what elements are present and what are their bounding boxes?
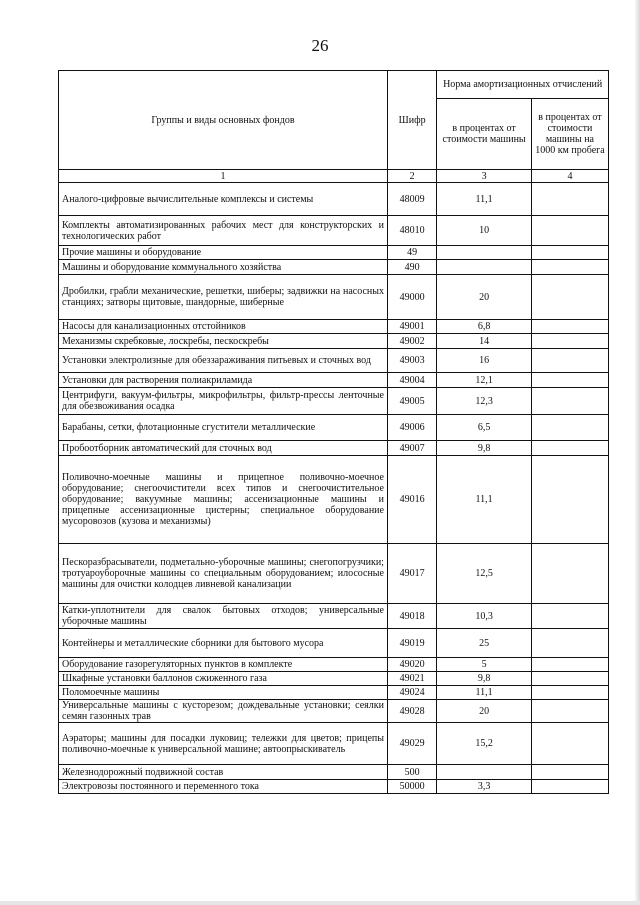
scan-edge	[634, 0, 640, 905]
row-code: 49003	[387, 349, 436, 373]
row-percent-per-1000km	[531, 604, 608, 629]
row-code: 49021	[387, 672, 436, 686]
row-percent-per-1000km	[531, 456, 608, 544]
row-code: 49004	[387, 373, 436, 388]
row-name: Центрифуги, вакуум-фильтры, микрофильтры, фильтр-прессы ленточные для обезвоживания осадка	[59, 388, 388, 415]
row-name: Электровозы постоянного и переменного тока	[59, 780, 388, 794]
row-percent-per-1000km	[531, 275, 608, 320]
row-name: Шкафные установки баллонов сжиженного газа	[59, 672, 388, 686]
table-row	[59, 544, 609, 604]
row-percent-cost: 10	[437, 216, 532, 246]
row-code: 49018	[387, 604, 436, 629]
table-row	[59, 216, 609, 246]
table-row	[59, 686, 609, 700]
table-row	[59, 700, 609, 723]
table-row	[59, 441, 609, 456]
table-row	[59, 320, 609, 334]
table-row	[59, 275, 609, 320]
row-percent-cost: 11,1	[437, 686, 532, 700]
row-code: 49001	[387, 320, 436, 334]
row-percent-cost: 6,8	[437, 320, 532, 334]
row-name: Барабаны, сетки, флотационные сгустители металлические	[59, 415, 388, 441]
row-code: 49002	[387, 334, 436, 349]
header-norm: Норма амортизационных отчислений	[437, 71, 609, 99]
row-name: Комплекты автоматизированных рабочих мест для конструкторских и технологических работ	[59, 216, 388, 246]
table-row	[59, 388, 609, 415]
table-row	[59, 780, 609, 794]
row-code: 49007	[387, 441, 436, 456]
row-percent-per-1000km	[531, 246, 608, 260]
row-percent-cost: 10,3	[437, 604, 532, 629]
row-code: 49020	[387, 658, 436, 672]
row-name: Универсальные машины с кусторезом; дождевальные установки; сеялки семян газонных трав	[59, 700, 388, 723]
row-percent-cost: 12,5	[437, 544, 532, 604]
row-percent-cost: 11,1	[437, 456, 532, 544]
row-percent-per-1000km	[531, 658, 608, 672]
table-row	[59, 183, 609, 216]
row-name: Катки-уплотнители для свалок бытовых отходов; универсальные уборочные машины	[59, 604, 388, 629]
row-code: 48009	[387, 183, 436, 216]
depreciation-table	[58, 70, 609, 794]
row-percent-per-1000km	[531, 441, 608, 456]
row-percent-cost: 25	[437, 629, 532, 658]
row-code: 49	[387, 246, 436, 260]
row-name: Механизмы скребковые, лоскребы, пескоскребы	[59, 334, 388, 349]
row-name: Аналого-цифровые вычислительные комплексы и системы	[59, 183, 388, 216]
column-number: 3	[437, 170, 532, 183]
row-code: 49000	[387, 275, 436, 320]
row-percent-per-1000km	[531, 686, 608, 700]
row-percent-per-1000km	[531, 780, 608, 794]
row-percent-per-1000km	[531, 544, 608, 604]
table-row	[59, 723, 609, 765]
row-percent-per-1000km	[531, 672, 608, 686]
table-row	[59, 349, 609, 373]
row-name: Пескоразбрасыватели, подметально-уборочные машины; снегопогрузчики; тротуароуборочные машины со специальным оборудованием; илососные машины для очистки колодцев ливневой канализации	[59, 544, 388, 604]
table-row	[59, 246, 609, 260]
row-percent-per-1000km	[531, 260, 608, 275]
header-percent-per-1000km: в процентах от стоимости машины на 1000 км пробега	[531, 99, 608, 170]
row-percent-cost: 5	[437, 658, 532, 672]
row-name: Машины и оборудование коммунального хозяйства	[59, 260, 388, 275]
table-row	[59, 456, 609, 544]
row-name: Аэраторы; машины для посадки луковиц; тележки для цветов; прицепы поливочно-моечные к универсальной машине; автоопрыскиватель	[59, 723, 388, 765]
row-name: Установки для растворения полиакриламида	[59, 373, 388, 388]
row-code: 50000	[387, 780, 436, 794]
header-code: Шифр	[387, 71, 436, 170]
row-percent-cost: 9,8	[437, 441, 532, 456]
row-name: Контейнеры и металлические сборники для бытового мусора	[59, 629, 388, 658]
row-code: 490	[387, 260, 436, 275]
row-percent-cost	[437, 246, 532, 260]
row-name: Насосы для канализационных отстойников	[59, 320, 388, 334]
row-code: 49017	[387, 544, 436, 604]
column-number: 2	[387, 170, 436, 183]
row-percent-per-1000km	[531, 765, 608, 780]
row-percent-cost: 9,8	[437, 672, 532, 686]
row-percent-per-1000km	[531, 415, 608, 441]
row-percent-per-1000km	[531, 700, 608, 723]
row-code: 49024	[387, 686, 436, 700]
scan-bottom-edge	[0, 901, 640, 905]
table-row	[59, 629, 609, 658]
row-percent-cost: 12,3	[437, 388, 532, 415]
table-row	[59, 658, 609, 672]
row-code: 48010	[387, 216, 436, 246]
row-name: Оборудование газорегуляторных пунктов в комплекте	[59, 658, 388, 672]
row-code: 49028	[387, 700, 436, 723]
table-row	[59, 765, 609, 780]
column-number: 4	[531, 170, 608, 183]
row-name: Дробилки, грабли механические, решетки, шиберы; задвижки на насосных станциях; затворы щитовые, шандорные, шиберные	[59, 275, 388, 320]
row-code: 49019	[387, 629, 436, 658]
row-percent-per-1000km	[531, 388, 608, 415]
row-percent-cost: 14	[437, 334, 532, 349]
row-name: Установки электролизные для обеззараживания питьевых и сточных вод	[59, 349, 388, 373]
row-name: Поломоечные машины	[59, 686, 388, 700]
row-percent-cost: 16	[437, 349, 532, 373]
page-number: 26	[311, 36, 329, 55]
row-percent-cost: 6,5	[437, 415, 532, 441]
row-name: Пробоотборник автоматический для сточных вод	[59, 441, 388, 456]
table-row	[59, 604, 609, 629]
row-code: 49016	[387, 456, 436, 544]
row-percent-cost: 3,3	[437, 780, 532, 794]
row-percent-cost: 20	[437, 275, 532, 320]
row-percent-per-1000km	[531, 320, 608, 334]
row-code: 49006	[387, 415, 436, 441]
row-percent-per-1000km	[531, 629, 608, 658]
row-percent-per-1000km	[531, 334, 608, 349]
row-percent-cost	[437, 765, 532, 780]
table-row	[59, 260, 609, 275]
row-percent-per-1000km	[531, 216, 608, 246]
row-code: 500	[387, 765, 436, 780]
row-name: Поливочно-моечные машины и прицепное поливочно-моечное оборудование; снегоочистители всех типов и снегоочистительное оборудование; вакуумные машины; ассенизационные машины и прицепные ассенизационные цистерны; специальное оборудование мусоровозов (кузова и механизмы)	[59, 456, 388, 544]
row-percent-per-1000km	[531, 349, 608, 373]
row-percent-cost: 15,2	[437, 723, 532, 765]
header-groups: Группы и виды основных фондов	[59, 71, 388, 170]
table-row	[59, 334, 609, 349]
header-percent-cost: в процентах от стоимости машины	[437, 99, 532, 170]
row-name: Прочие машины и оборудование	[59, 246, 388, 260]
row-percent-per-1000km	[531, 373, 608, 388]
row-percent-per-1000km	[531, 723, 608, 765]
table-body	[59, 183, 609, 794]
row-code: 49005	[387, 388, 436, 415]
column-number: 1	[59, 170, 388, 183]
row-percent-cost: 11,1	[437, 183, 532, 216]
row-name: Железнодорожный подвижной состав	[59, 765, 388, 780]
table-row	[59, 373, 609, 388]
row-percent-cost: 20	[437, 700, 532, 723]
row-percent-per-1000km	[531, 183, 608, 216]
row-percent-cost	[437, 260, 532, 275]
row-percent-cost: 12,1	[437, 373, 532, 388]
row-code: 49029	[387, 723, 436, 765]
table-row	[59, 415, 609, 441]
table-row	[59, 672, 609, 686]
